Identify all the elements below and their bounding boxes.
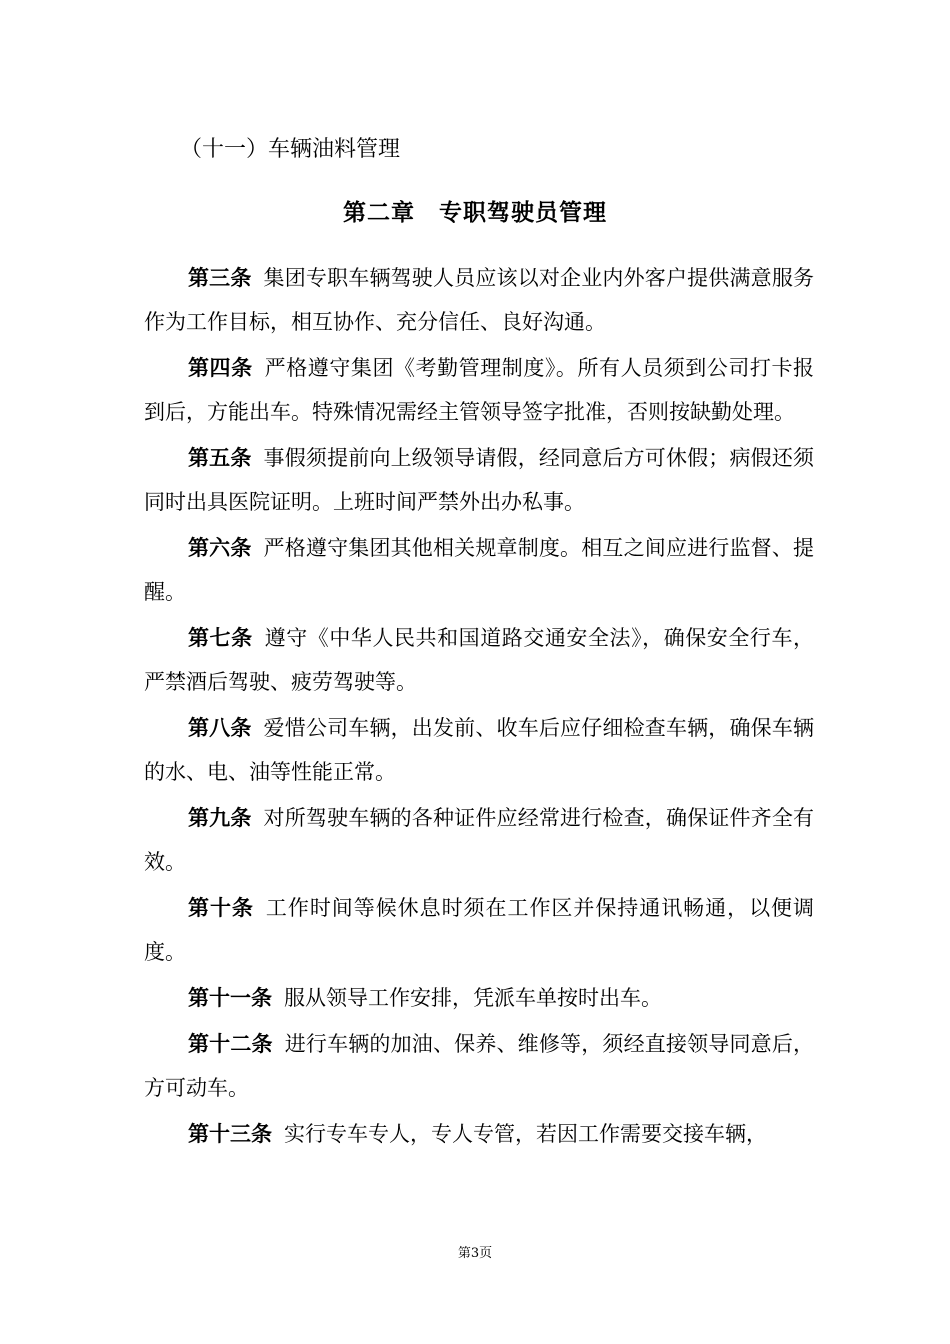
page-number: 第3页	[457, 1246, 493, 1261]
article-label: 第六条	[188, 536, 252, 560]
article-3	[144, 256, 814, 344]
article-label: 第十二条	[188, 1032, 273, 1056]
article-6	[144, 526, 814, 614]
article-11	[144, 976, 814, 1020]
article-text: 严格遵守集团其他相关规章制度。相互之间应进行监督、提醒。	[144, 536, 815, 604]
article-text: 服从领导工作安排，凭派车单按时出车。	[284, 986, 662, 1010]
article-text: 进行车辆的加油、保养、维修等，须经直接领导同意后，方可动车。	[144, 1032, 815, 1100]
chapter-heading	[0, 196, 950, 230]
article-label: 第十三条	[188, 1122, 272, 1146]
article-10	[144, 886, 814, 974]
article-label: 第十条	[188, 896, 254, 920]
article-text: 对所驾驶车辆的各种证件应经常进行检查，确保证件齐全有效。	[144, 806, 815, 874]
article-label: 第八条	[188, 716, 252, 740]
article-text: 集团专职车辆驾驶人员应该以对企业内外客户提供满意服务作为工作目标，相互协作、充分信任、良好沟通。	[144, 266, 815, 334]
article-text: 爱惜公司车辆，出发前、收车后应仔细检查车辆，确保车辆的水、电、油等性能正常。	[144, 716, 815, 784]
article-text: 严格遵守集团《考勤管理制度》。所有人员须到公司打卡报到后，方能出车。特殊情况需经主管领导签字批准，否则按缺勤处理。	[144, 356, 815, 424]
article-label: 第十一条	[188, 986, 272, 1010]
chapter-number: 第二章	[343, 200, 415, 226]
article-list	[144, 256, 814, 1158]
article-13	[144, 1112, 814, 1156]
chapter-title: 专职驾驶员管理	[439, 200, 607, 226]
article-text: 事假须提前向上级领导请假，经同意后方可休假；病假还须同时出具医院证明。上班时间严禁外出办私事。	[144, 446, 815, 514]
article-label: 第七条	[188, 626, 253, 650]
article-5	[144, 436, 814, 524]
article-text: 工作时间等候休息时须在工作区并保持通讯畅通，以便调度。	[144, 896, 814, 964]
article-label: 第三条	[188, 266, 252, 290]
article-12	[144, 1022, 814, 1110]
article-9	[144, 796, 814, 884]
article-text: 实行专车专人，专人专管，若因工作需要交接车辆，	[284, 1122, 767, 1146]
article-label: 第四条	[188, 356, 253, 380]
article-text: 遵守《中华人民共和国道路交通安全法》，确保安全行车，严禁酒后驾驶、疲劳驾驶等。	[144, 626, 815, 694]
section-item-fuel-management: （十一）车辆油料管理	[180, 137, 401, 162]
article-4	[144, 346, 814, 434]
article-label: 第五条	[188, 446, 252, 470]
article-8	[144, 706, 814, 794]
article-label: 第九条	[188, 806, 252, 830]
article-7	[144, 616, 814, 704]
